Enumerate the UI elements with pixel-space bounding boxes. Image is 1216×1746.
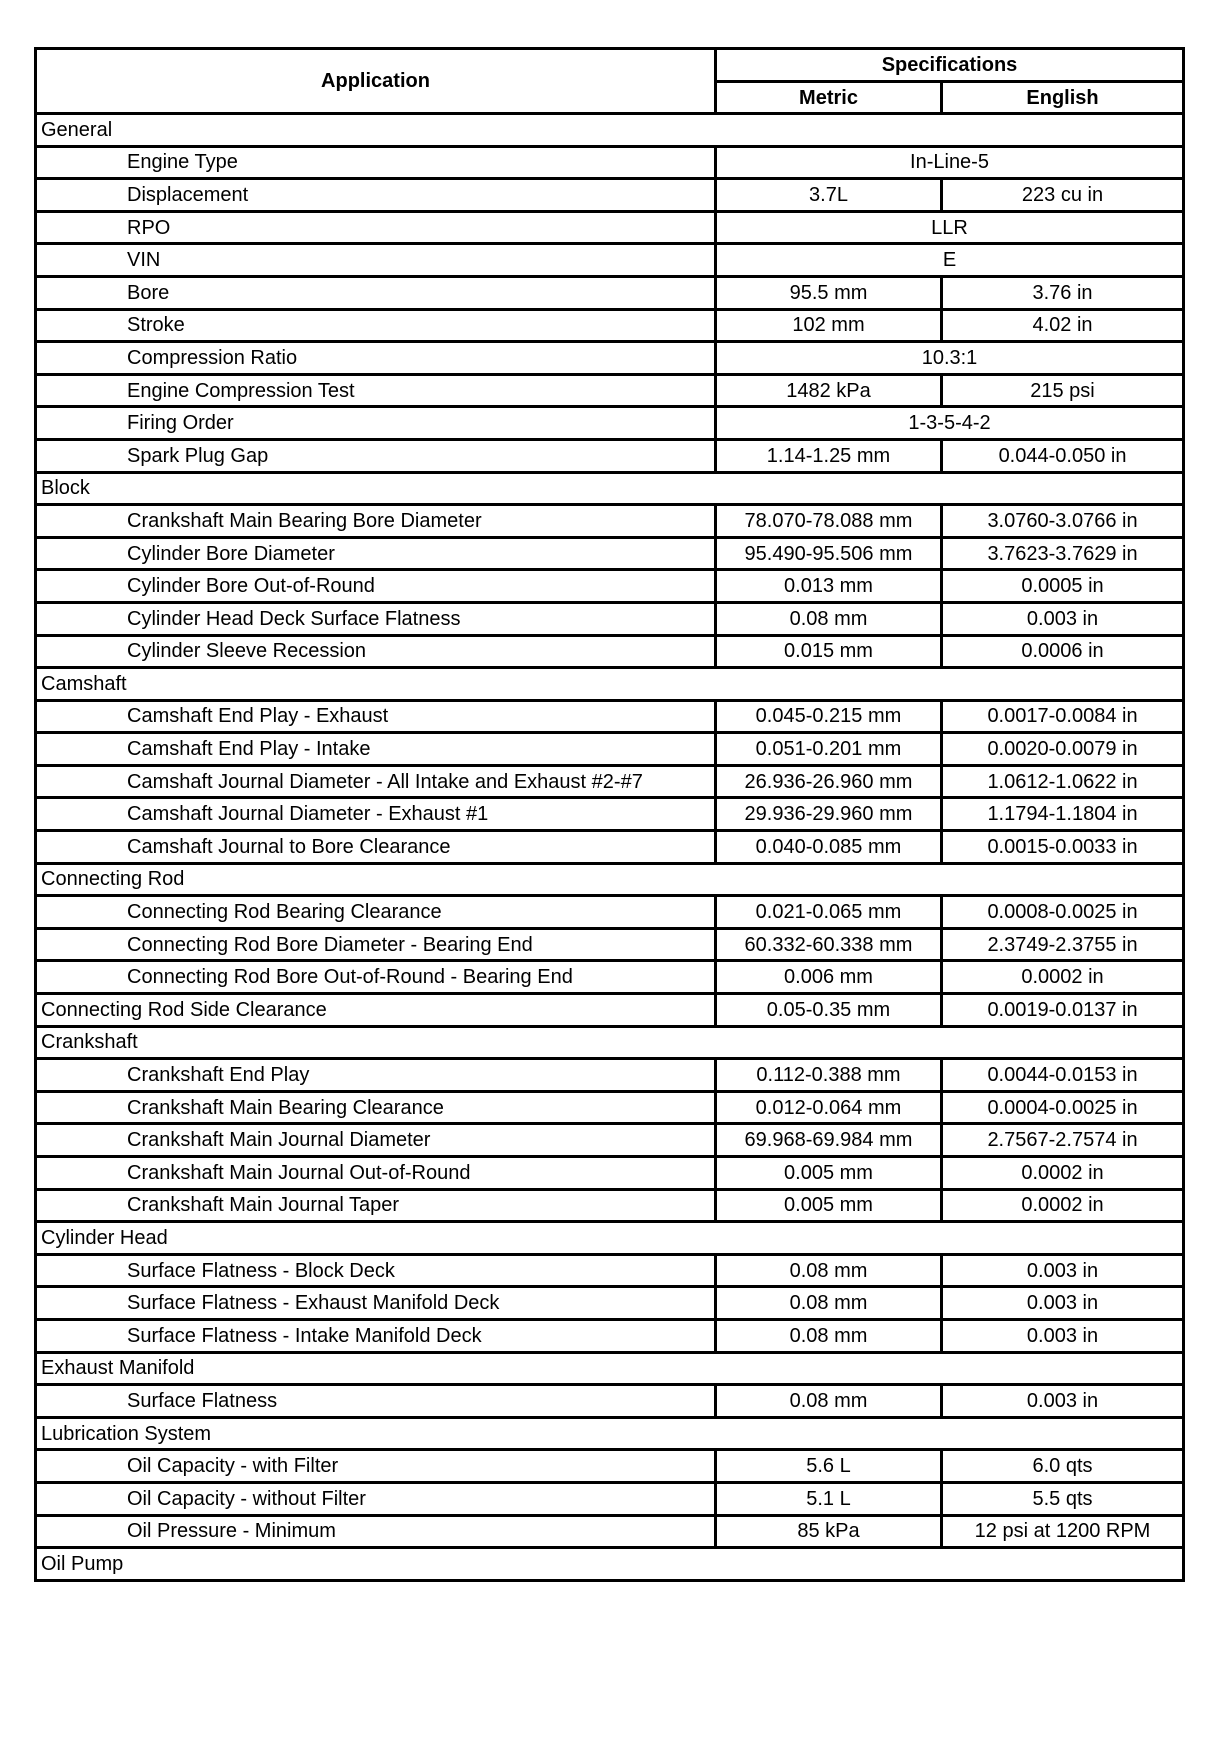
application-header: Application xyxy=(36,49,716,114)
table-row xyxy=(36,1319,1184,1352)
english-value: 215 psi xyxy=(942,374,1184,407)
spec-label: Oil Pressure - Minimum xyxy=(36,1515,716,1548)
section-row xyxy=(36,472,1184,505)
metric-value: 78.070-78.088 mm xyxy=(716,505,942,538)
table-row xyxy=(36,896,1184,929)
metric-value: 95.5 mm xyxy=(716,276,942,309)
table-row xyxy=(36,700,1184,733)
table-row xyxy=(36,407,1184,440)
spec-label: Surface Flatness - Block Deck xyxy=(36,1254,716,1287)
table-row xyxy=(36,961,1184,994)
english-header: English xyxy=(942,82,1184,114)
english-value: 223 cu in xyxy=(942,179,1184,212)
metric-value: 0.021-0.065 mm xyxy=(716,896,942,929)
metric-value: 0.051-0.201 mm xyxy=(716,733,942,766)
table-header xyxy=(36,49,1184,114)
section-label: Crankshaft xyxy=(36,1026,1184,1059)
section-row xyxy=(36,114,1184,147)
spec-label: Oil Capacity - with Filter xyxy=(36,1450,716,1483)
section-label: General xyxy=(36,114,1184,147)
metric-value: 95.490-95.506 mm xyxy=(716,537,942,570)
metric-value: 0.006 mm xyxy=(716,961,942,994)
metric-value: 0.045-0.215 mm xyxy=(716,700,942,733)
table-row xyxy=(36,765,1184,798)
english-value: 0.0002 in xyxy=(942,961,1184,994)
english-value: 2.7567-2.7574 in xyxy=(942,1124,1184,1157)
english-value: 0.0019-0.0137 in xyxy=(942,994,1184,1027)
section-row xyxy=(36,1548,1184,1581)
english-value: 0.0008-0.0025 in xyxy=(942,896,1184,929)
english-value: 6.0 qts xyxy=(942,1450,1184,1483)
english-value: 0.0017-0.0084 in xyxy=(942,700,1184,733)
spec-label: Crankshaft End Play xyxy=(36,1059,716,1092)
spec-label: Crankshaft Main Bearing Bore Diameter xyxy=(36,505,716,538)
engine-specifications-table xyxy=(34,47,1185,1582)
english-value: 3.0760-3.0766 in xyxy=(942,505,1184,538)
metric-value: 0.005 mm xyxy=(716,1189,942,1222)
spec-label: Camshaft Journal Diameter - All Intake and Exhaust #2-#7 xyxy=(36,765,716,798)
english-value: 0.0005 in xyxy=(942,570,1184,603)
english-value: 2.3749-2.3755 in xyxy=(942,928,1184,961)
table-row xyxy=(36,439,1184,472)
spec-label: Surface Flatness xyxy=(36,1385,716,1418)
section-row xyxy=(36,1026,1184,1059)
english-value: 0.003 in xyxy=(942,1319,1184,1352)
english-value: 0.0004-0.0025 in xyxy=(942,1091,1184,1124)
english-value: 0.0006 in xyxy=(942,635,1184,668)
metric-value: 0.013 mm xyxy=(716,570,942,603)
table-row xyxy=(36,1059,1184,1092)
section-label: Camshaft xyxy=(36,668,1184,701)
spec-label: Camshaft Journal Diameter - Exhaust #1 xyxy=(36,798,716,831)
metric-value: 0.005 mm xyxy=(716,1157,942,1190)
section-label: Connecting Rod xyxy=(36,863,1184,896)
metric-value: 0.112-0.388 mm xyxy=(716,1059,942,1092)
table-row xyxy=(36,1385,1184,1418)
spec-label: Oil Capacity - without Filter xyxy=(36,1482,716,1515)
table-row xyxy=(36,179,1184,212)
metric-value: 0.08 mm xyxy=(716,1319,942,1352)
table-row xyxy=(36,1189,1184,1222)
metric-value: 60.332-60.338 mm xyxy=(716,928,942,961)
metric-value: 5.1 L xyxy=(716,1482,942,1515)
metric-value: 0.08 mm xyxy=(716,1385,942,1418)
spec-value: 1-3-5-4-2 xyxy=(716,407,1184,440)
metric-value: 85 kPa xyxy=(716,1515,942,1548)
spec-label: Cylinder Bore Diameter xyxy=(36,537,716,570)
specifications-header: Specifications xyxy=(716,49,1184,82)
spec-label: Connecting Rod Side Clearance xyxy=(36,994,716,1027)
english-value: 0.003 in xyxy=(942,1385,1184,1418)
english-value: 4.02 in xyxy=(942,309,1184,342)
table-body xyxy=(36,114,1184,1581)
spec-label: VIN xyxy=(36,244,716,277)
table-row xyxy=(36,1515,1184,1548)
table-row xyxy=(36,146,1184,179)
english-value: 0.0020-0.0079 in xyxy=(942,733,1184,766)
spec-label: Compression Ratio xyxy=(36,342,716,375)
section-label: Block xyxy=(36,472,1184,505)
english-value: 0.0002 in xyxy=(942,1157,1184,1190)
table-row xyxy=(36,342,1184,375)
metric-value: 0.08 mm xyxy=(716,1254,942,1287)
spec-label: Connecting Rod Bearing Clearance xyxy=(36,896,716,929)
metric-header: Metric xyxy=(716,82,942,114)
spec-value: LLR xyxy=(716,211,1184,244)
table-row xyxy=(36,1287,1184,1320)
english-value: 5.5 qts xyxy=(942,1482,1184,1515)
english-value: 12 psi at 1200 RPM xyxy=(942,1515,1184,1548)
spec-value: 10.3:1 xyxy=(716,342,1184,375)
section-row xyxy=(36,1417,1184,1450)
section-label: Cylinder Head xyxy=(36,1222,1184,1255)
spec-label: Displacement xyxy=(36,179,716,212)
english-value: 3.76 in xyxy=(942,276,1184,309)
spec-label: RPO xyxy=(36,211,716,244)
spec-label: Crankshaft Main Journal Out-of-Round xyxy=(36,1157,716,1190)
metric-value: 0.012-0.064 mm xyxy=(716,1091,942,1124)
spec-label: Cylinder Head Deck Surface Flatness xyxy=(36,602,716,635)
english-value: 0.0015-0.0033 in xyxy=(942,831,1184,864)
table-row xyxy=(36,537,1184,570)
spec-label: Cylinder Bore Out-of-Round xyxy=(36,570,716,603)
section-label: Lubrication System xyxy=(36,1417,1184,1450)
english-value: 0.003 in xyxy=(942,1287,1184,1320)
spec-label: Crankshaft Main Bearing Clearance xyxy=(36,1091,716,1124)
table-row xyxy=(36,1450,1184,1483)
header-row-top xyxy=(36,49,1184,82)
metric-value: 1.14-1.25 mm xyxy=(716,439,942,472)
metric-value: 0.08 mm xyxy=(716,1287,942,1320)
table-row xyxy=(36,1482,1184,1515)
table-row xyxy=(36,1124,1184,1157)
metric-value: 0.015 mm xyxy=(716,635,942,668)
english-value: 0.044-0.050 in xyxy=(942,439,1184,472)
section-row xyxy=(36,863,1184,896)
table-row xyxy=(36,276,1184,309)
table-row xyxy=(36,831,1184,864)
table-row xyxy=(36,1091,1184,1124)
section-row xyxy=(36,1352,1184,1385)
section-row xyxy=(36,668,1184,701)
english-value: 0.0044-0.0153 in xyxy=(942,1059,1184,1092)
spec-value: In-Line-5 xyxy=(716,146,1184,179)
table-row xyxy=(36,570,1184,603)
section-label: Exhaust Manifold xyxy=(36,1352,1184,1385)
table-row xyxy=(36,1157,1184,1190)
table-row xyxy=(36,928,1184,961)
table-row xyxy=(36,1254,1184,1287)
spec-label: Engine Type xyxy=(36,146,716,179)
spec-label: Camshaft End Play - Intake xyxy=(36,733,716,766)
metric-value: 0.05-0.35 mm xyxy=(716,994,942,1027)
table-row xyxy=(36,635,1184,668)
table-row xyxy=(36,994,1184,1027)
english-value: 0.0002 in xyxy=(942,1189,1184,1222)
spec-label: Engine Compression Test xyxy=(36,374,716,407)
metric-value: 29.936-29.960 mm xyxy=(716,798,942,831)
table-row xyxy=(36,505,1184,538)
metric-value: 102 mm xyxy=(716,309,942,342)
metric-value: 0.040-0.085 mm xyxy=(716,831,942,864)
spec-label: Spark Plug Gap xyxy=(36,439,716,472)
section-row xyxy=(36,1222,1184,1255)
table-row xyxy=(36,798,1184,831)
metric-value: 1482 kPa xyxy=(716,374,942,407)
metric-value: 3.7L xyxy=(716,179,942,212)
spec-label: Stroke xyxy=(36,309,716,342)
english-value: 0.003 in xyxy=(942,1254,1184,1287)
table-row xyxy=(36,309,1184,342)
spec-label: Camshaft Journal to Bore Clearance xyxy=(36,831,716,864)
table-row xyxy=(36,602,1184,635)
table-row xyxy=(36,244,1184,277)
english-value: 1.0612-1.0622 in xyxy=(942,765,1184,798)
spec-value: E xyxy=(716,244,1184,277)
spec-label: Firing Order xyxy=(36,407,716,440)
metric-value: 26.936-26.960 mm xyxy=(716,765,942,798)
spec-label: Crankshaft Main Journal Taper xyxy=(36,1189,716,1222)
spec-label: Connecting Rod Bore Out-of-Round - Bearing End xyxy=(36,961,716,994)
metric-value: 69.968-69.984 mm xyxy=(716,1124,942,1157)
table-row xyxy=(36,211,1184,244)
metric-value: 5.6 L xyxy=(716,1450,942,1483)
spec-label: Bore xyxy=(36,276,716,309)
metric-value: 0.08 mm xyxy=(716,602,942,635)
spec-label: Camshaft End Play - Exhaust xyxy=(36,700,716,733)
spec-label: Surface Flatness - Intake Manifold Deck xyxy=(36,1319,716,1352)
section-label: Oil Pump xyxy=(36,1548,1184,1581)
spec-label: Cylinder Sleeve Recession xyxy=(36,635,716,668)
spec-label: Surface Flatness - Exhaust Manifold Deck xyxy=(36,1287,716,1320)
english-value: 3.7623-3.7629 in xyxy=(942,537,1184,570)
table-row xyxy=(36,374,1184,407)
table-row xyxy=(36,733,1184,766)
spec-label: Crankshaft Main Journal Diameter xyxy=(36,1124,716,1157)
english-value: 1.1794-1.1804 in xyxy=(942,798,1184,831)
english-value: 0.003 in xyxy=(942,602,1184,635)
spec-label: Connecting Rod Bore Diameter - Bearing End xyxy=(36,928,716,961)
